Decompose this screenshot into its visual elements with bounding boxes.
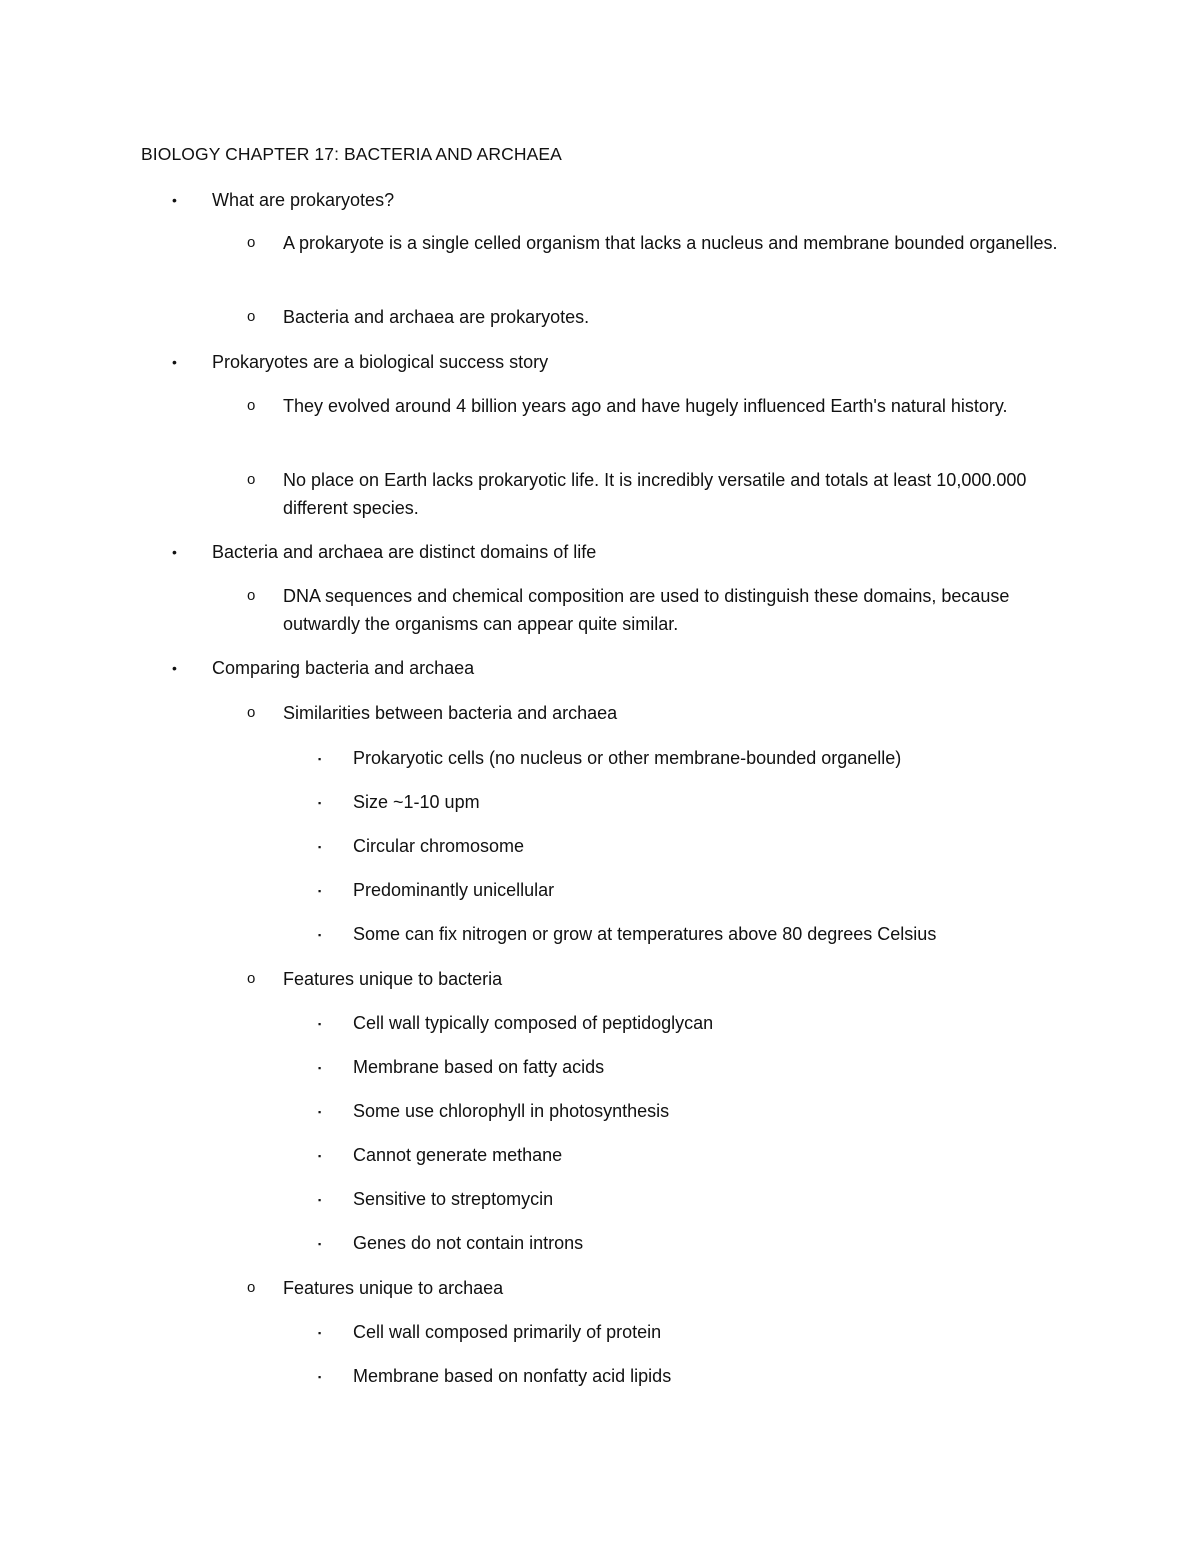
circle-bullet-icon: o: [247, 234, 256, 251]
list-item-text: A prokaryote is a single celled organism that lacks a nucleus and membrane bounded organelles.: [283, 233, 1058, 253]
list-item-text: Cannot generate methane: [353, 1145, 563, 1165]
list-item-text: Prokaryotic cells (no nucleus or other membrane-bounded organelle): [353, 748, 902, 768]
bullet-icon: •: [172, 192, 177, 208]
circle-bullet-icon: o: [247, 308, 256, 325]
list-item-text: Genes do not contain introns: [353, 1233, 584, 1253]
list-item-level-1: [172, 186, 1062, 214]
list-item-text: Features unique to archaea: [283, 1278, 504, 1298]
list-item-text: Cell wall typically composed of peptidoglycan: [353, 1013, 714, 1033]
square-bullet-icon: ▪: [318, 1328, 322, 1338]
list-item-level-3: [318, 1362, 1073, 1390]
bullet-icon: •: [172, 660, 177, 676]
list-item-text: Membrane based on fatty acids: [353, 1057, 605, 1077]
document-title: BIOLOGY CHAPTER 17: BACTERIA AND ARCHAEA: [141, 144, 562, 164]
circle-bullet-icon: o: [247, 397, 256, 414]
list-item-text: Comparing bacteria and archaea: [212, 658, 475, 678]
list-item-text: Membrane based on nonfatty acid lipids: [353, 1366, 672, 1386]
bullet-icon: •: [172, 354, 177, 370]
square-bullet-icon: ▪: [318, 1019, 322, 1029]
list-item-level-3: [318, 788, 1073, 816]
circle-bullet-icon: o: [247, 704, 256, 721]
list-item-level-2: [247, 1274, 1073, 1302]
list-item-text: Prokaryotes are a biological success story: [212, 352, 549, 372]
circle-bullet-icon: o: [247, 1279, 256, 1296]
list-item-level-1: [172, 348, 1062, 376]
circle-bullet-icon: o: [247, 970, 256, 987]
list-item-level-3: [318, 1097, 1073, 1125]
list-item-level-3: [318, 1141, 1073, 1169]
list-item-level-2: [247, 229, 1073, 257]
square-bullet-icon: ▪: [318, 842, 322, 852]
bullet-icon: •: [172, 544, 177, 560]
list-item-level-2: [247, 303, 1073, 331]
square-bullet-icon: ▪: [318, 798, 322, 808]
square-bullet-icon: ▪: [318, 1195, 322, 1205]
square-bullet-icon: ▪: [318, 886, 322, 896]
square-bullet-icon: ▪: [318, 1107, 322, 1117]
list-item-text: What are prokaryotes?: [212, 190, 395, 210]
list-item-text: DNA sequences and chemical composition are used to distinguish these domains, because outwardly the organisms can appear quite similar.: [283, 586, 1010, 634]
list-item-level-3: [318, 832, 1073, 860]
square-bullet-icon: ▪: [318, 930, 322, 940]
list-item-level-3: [318, 744, 1073, 772]
list-item-text: They evolved around 4 billion years ago and have hugely influenced Earth's natural history.: [283, 396, 1008, 416]
circle-bullet-icon: o: [247, 471, 256, 488]
list-item-text: No place on Earth lacks prokaryotic life. It is incredibly versatile and totals at least 10,000.000 different species.: [283, 470, 1027, 518]
list-item-text: Bacteria and archaea are distinct domains of life: [212, 542, 597, 562]
list-item-text: Some use chlorophyll in photosynthesis: [353, 1101, 670, 1121]
square-bullet-icon: ▪: [318, 1063, 322, 1073]
list-item-level-2: [247, 699, 1073, 727]
list-item-text: Features unique to bacteria: [283, 969, 503, 989]
list-item-level-3: [318, 1009, 1073, 1037]
list-item-text: Bacteria and archaea are prokaryotes.: [283, 307, 590, 327]
circle-bullet-icon: o: [247, 587, 256, 604]
list-item-text: Some can fix nitrogen or grow at temperatures above 80 degrees Celsius: [353, 924, 937, 944]
list-item-level-2: [247, 466, 1073, 522]
list-item-text: Similarities between bacteria and archaea: [283, 703, 618, 723]
square-bullet-icon: ▪: [318, 1372, 322, 1382]
list-item-level-3: [318, 1185, 1073, 1213]
list-item-level-3: [318, 876, 1073, 904]
list-item-text: Size ~1-10 upm: [353, 792, 480, 812]
list-item-level-3: [318, 1229, 1073, 1257]
list-item-level-2: [247, 582, 1073, 638]
list-item-text: Cell wall composed primarily of protein: [353, 1322, 662, 1342]
list-item-level-1: [172, 654, 1062, 682]
list-item-text: Predominantly unicellular: [353, 880, 555, 900]
square-bullet-icon: ▪: [318, 754, 322, 764]
list-item-text: Sensitive to streptomycin: [353, 1189, 554, 1209]
list-item-level-3: [318, 920, 1073, 948]
list-item-level-2: [247, 965, 1073, 993]
list-item-level-1: [172, 538, 1062, 566]
list-item-text: Circular chromosome: [353, 836, 525, 856]
square-bullet-icon: ▪: [318, 1239, 322, 1249]
list-item-level-3: [318, 1053, 1073, 1081]
list-item-level-2: [247, 392, 1073, 420]
list-item-level-3: [318, 1318, 1073, 1346]
square-bullet-icon: ▪: [318, 1151, 322, 1161]
